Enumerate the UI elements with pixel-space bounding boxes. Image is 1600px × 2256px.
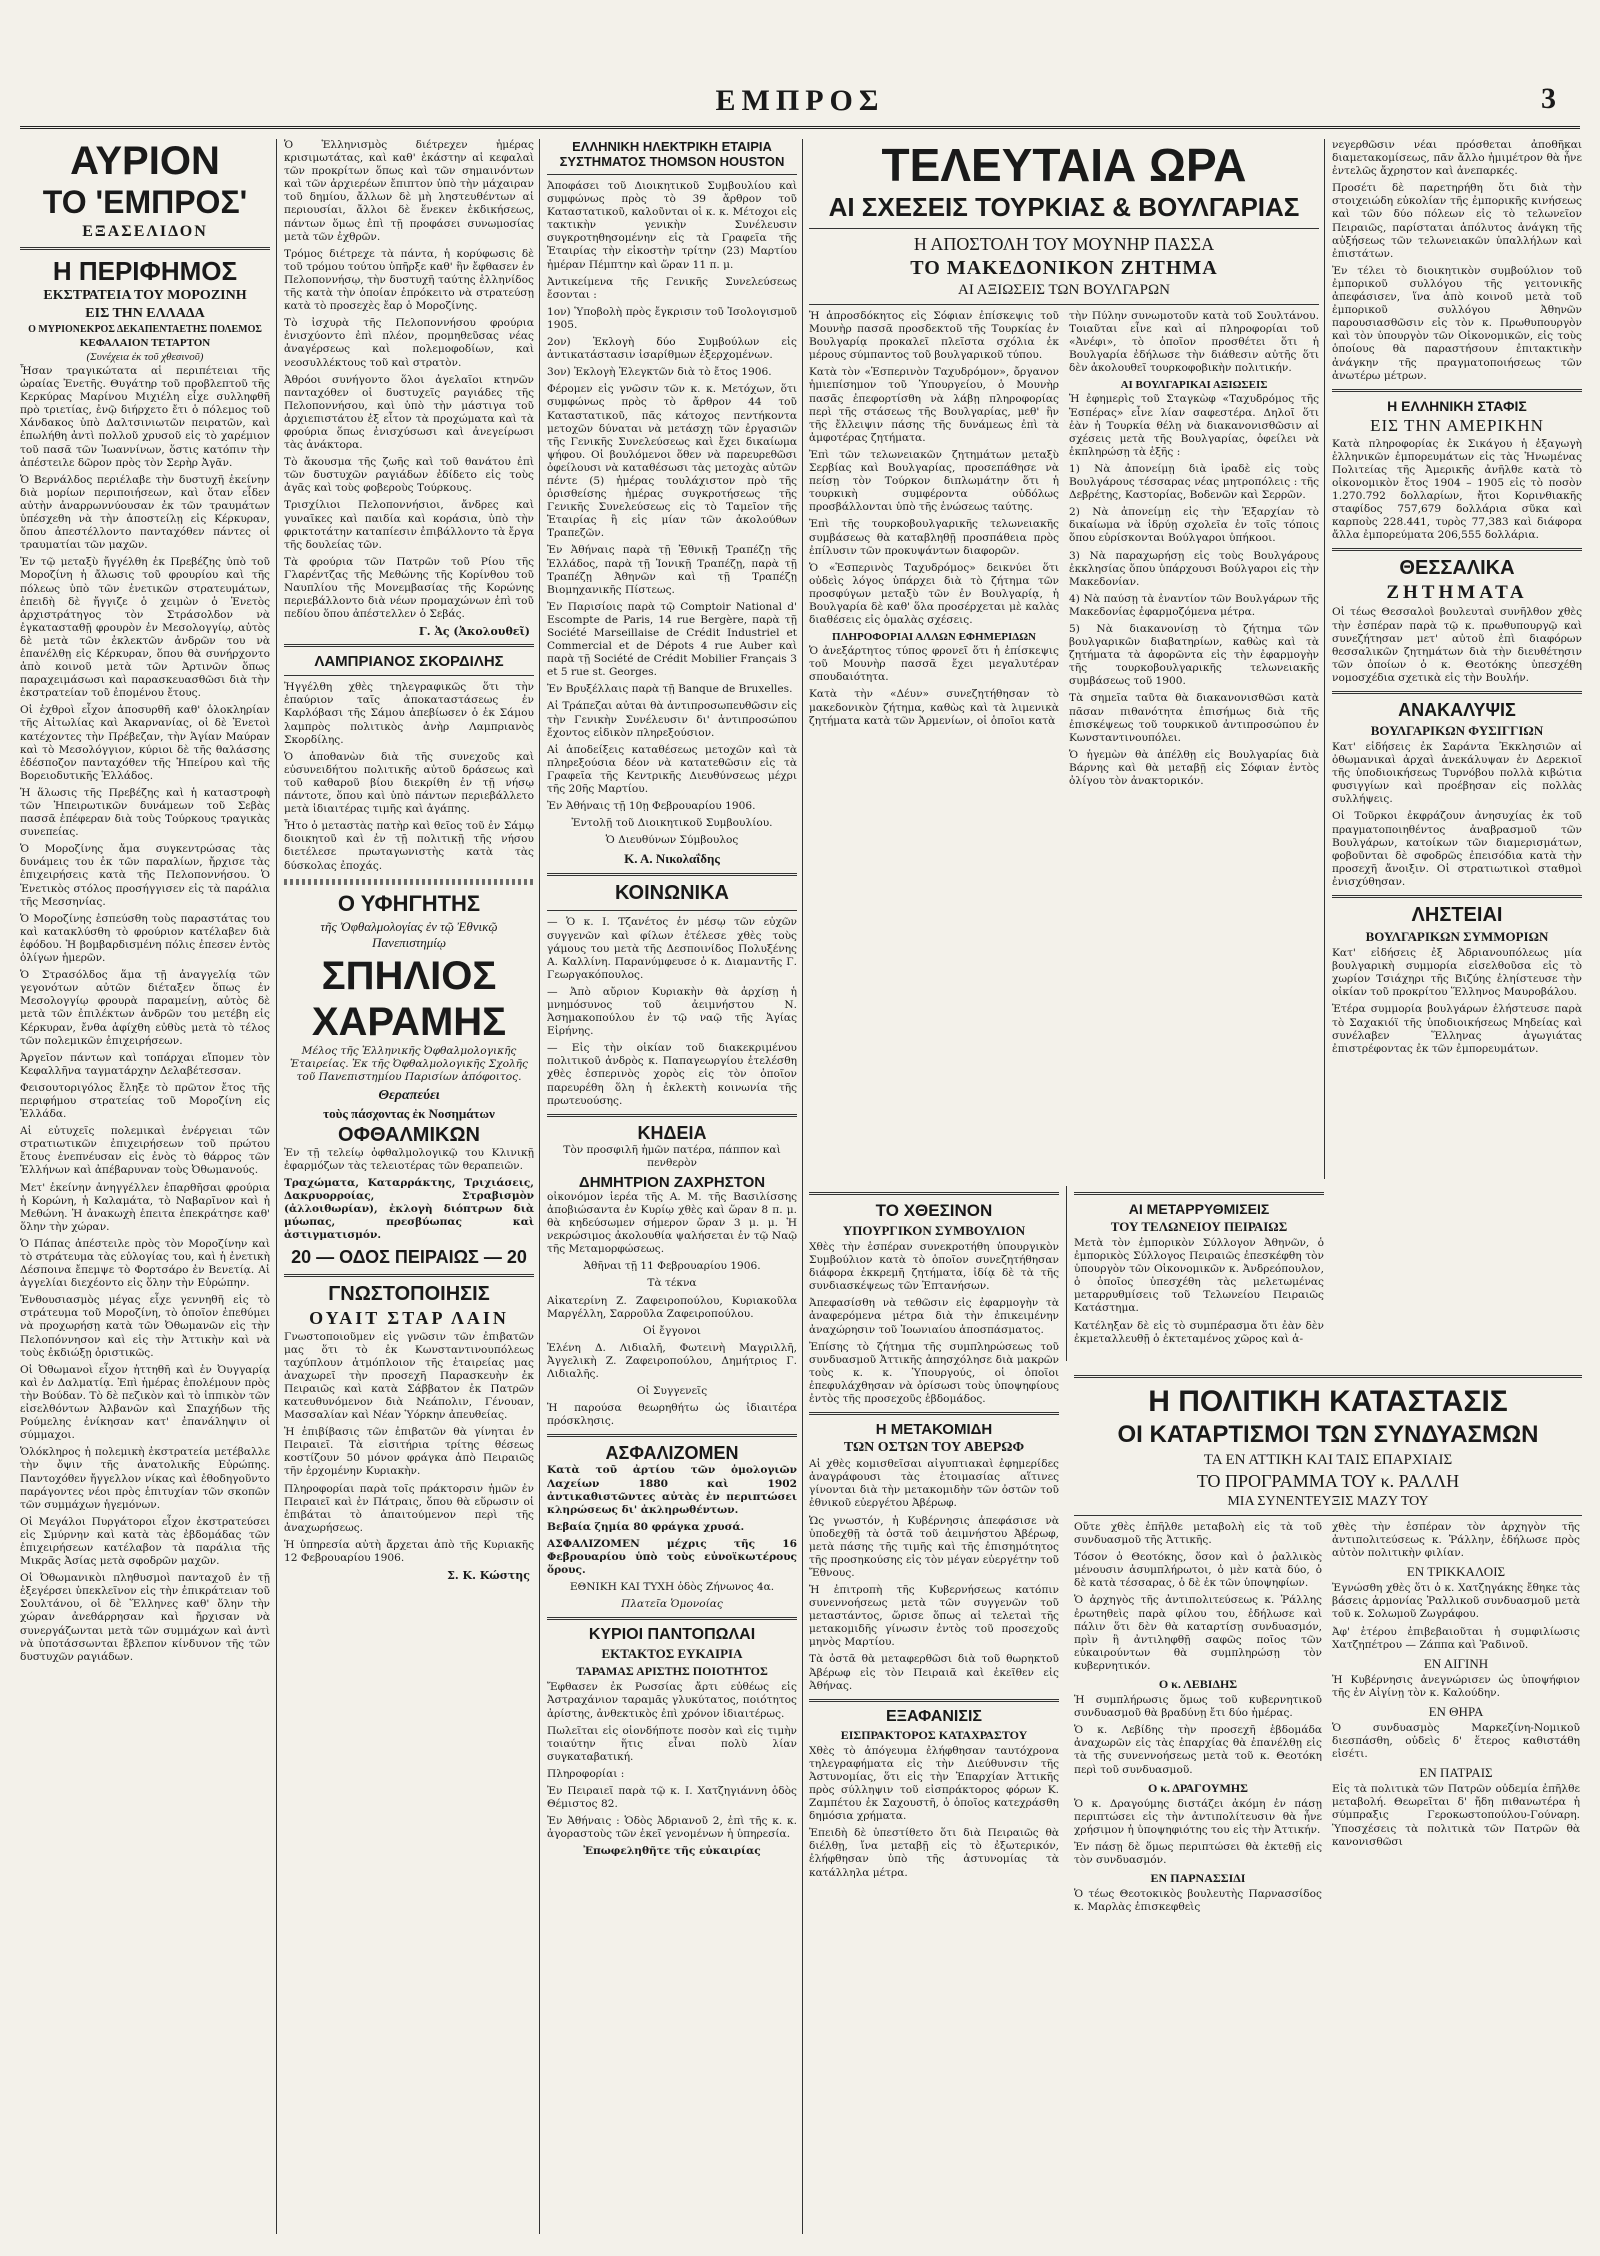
robbery-heading: ΛΗΣΤΕΙΑΙ xyxy=(1411,904,1503,927)
disappearance-heading: ΕΞΑΦΑΝΙΣΙΣ xyxy=(886,1707,982,1725)
paragraph: Εἰς τὰ πολιτικὰ τῶν Πατρῶν οὐδεμία ἐπῆλθε μεταβολή. Θεωρεῖται δ' ἤδη πιθανωτέρα ἡ σύμπραξις Γεροκωστοπούλου-Γούναρη. Ὑποσχέσεις τὰ πολιτικὰ τῶν Πατρῶν θὰ κανονισθῶσι xyxy=(1332,1783,1580,1848)
subheading: ΑΙ ΒΟΥΛΓΑΡΙΚΑΙ ΑΞΙΩΣΕΙΣ xyxy=(1120,379,1268,392)
paragraph: Ὁ τέως Θεοτοκικὸς βουλευτὴς Παρνασσίδος κ. Μαρλὰς ἐπισκεφθεὶς xyxy=(1074,1888,1322,1914)
serial-subtitle-3: Ο ΜΥΡΙΟΝΕΚΡΟΣ ΔΕΚΑΠΕΝΤΑΕΤΗΣ ΠΟΛΕΜΟΣ xyxy=(28,324,262,335)
paragraph: Οἱ Ὀθωμανοὶ εἶχον ἡττηθῆ καὶ ἐν Ὀυγγαρίᾳ καὶ ἐν Δαλματίᾳ. Ἐπὶ ἡμέρας ἐπολέμουν πρὸς τὴν Βούδαν. Τὸ δὲ πεζικὸν καὶ τὸ ἱππικὸν τῶν εἰσελθόντων Ἀλβανῶν καὶ Σπαχήδων τῆς Ρούμελης ἐνίκησαν κατ' ἐπανάληψιν οἱ σύμμαχοι. xyxy=(20,1363,270,1442)
column-divider xyxy=(539,139,540,2234)
right-subcolumn xyxy=(1332,1521,1580,1918)
headline-mission: Η ΑΠΟΣΤΟΛΗ ΤΟΥ ΜΟΥΝΗΡ ΠΑΣΣΑ xyxy=(913,234,1215,254)
paragraph: Ὁ Μοροζίνης ἄμα συγκεντρώσας τὰς δυνάμεις του ἐκ τῶν παραλίων, ἤρχισε τὰς ἐπιχειρήσεις κατὰ τῆς Πελοποννήσου. Ὁ Ἑνετικὸς στόλος προσήγγισεν εἰς τὰ παράλια τῆς Μεσσηνίας. xyxy=(20,843,270,908)
two-column-body xyxy=(1074,1521,1582,1918)
paragraph: Τόσον ὁ Θεοτόκης, ὅσον καὶ ὁ ῥαλλικὸς μένουσιν ἀσυμπλήρωτοι, ὁ μὲν κατὰ δύο, ὁ δὲ κατὰ τέσσαρας, ὁ δὲ ἐκ τῶν ὑποψηφίων. xyxy=(1074,1551,1322,1590)
paragraph: Κατὰ τοῦ ἀρτίου τῶν ὁμολογιῶν Λαχείων 1880 καὶ 1902 ἀντικαθιστῶντες αὐτὰς ἐν περιπτώσει κληρώσεως δι' ἀκληρωθέντων. xyxy=(547,1464,797,1516)
paragraph: 3ον) Ἐκλογὴ Ἐλεγκτῶν διὰ τὸ ἔτος 1906. xyxy=(547,366,772,379)
paragraph: Αἱ ἀποδείξεις καταθέσεως μετοχῶν καὶ τὰ πληρεξούσια δέον νὰ κατατεθῶσιν εἰς τὰ Γραφεῖα τῆς Κεντρικῆς Διευθύνσεως μέχρι τῆς 20ῆς Μαρτίου. xyxy=(547,743,797,796)
divider xyxy=(1074,1515,1582,1516)
paragraph: Ἐγνώσθη χθὲς ὅτι ὁ κ. Χατζηγάκης ἔθηκε τὰς βάσεις ἁρμονίας Ῥαλλικοῦ συνδυασμοῦ μετὰ τοῦ κ. Σολωμοῦ Ζωγράφου. xyxy=(1332,1582,1580,1621)
paragraph: 2) Νὰ ἀπονείμῃ εἰς τὴν Ἐξαρχίαν τὸ δικαίωμα νὰ ἱδρύῃ σχολεῖα ἐν τοῖς τόποις ὅπου εὑρίσκονται Βούλγαροι ὑπήκοοι. xyxy=(1069,506,1319,545)
paragraph: Ὁ Ἑλληνισμὸς διέτρεχεν ἡμέρας κρισιμωτάτας, καὶ καθ' ἑκάστην αἱ κεφαλαὶ τῶν προκρίτων ὅπως καὶ τῶν σημαινόντων καὶ τῶν ἀρχιερέων ἔπιπτον ὑπὸ τὴν μάχαιραν τοῦ δημίου, ἄλλων δὲ μὴ ληστευθέντων αἱ περιουσίαι, ἄλλοι δὲ ἕνεκεν ἐκδικήσεως, πάντων ὅμως ἐπὶ τῇ προφάσει συνωμοσίας μετὰ τῶν ἐχθρῶν. xyxy=(284,139,534,243)
paragraph: Ἐν τέλει τὸ διοικητικὸν συμβούλιον τοῦ ἐμπορικοῦ συλλόγου τῆς γειτονικῆς ἀπεφάσισεν, ἵνα ἀπὸ κοινοῦ μετὰ τοῦ ἐμπορικοῦ συλλόγου Ἀθηνῶν παρουσιασθῶσιν εἰς τὸν κ. Πρωθυπουργὸν καὶ τὸν ὑπουργὸν τῶν Οἰκονομικῶν, εἰς τοὺς ὁποίους θὰ παραστήσουν ἐπιτακτικὴν ἀνάγκην τῆς πραγματοποιήσεως τῶν ἀνωτέρω μέτρων. xyxy=(1332,264,1582,382)
robbery-subheading: ΒΟΥΛΓΑΡΙΚΩΝ ΣΥΜΜΟΡΙΩΝ xyxy=(1365,929,1549,945)
ornament-rule xyxy=(284,879,534,885)
paragraph: Ὡς γνωστόν, ἡ Κυβέρνησις ἀπεφάσισε νὰ ὑποδεχθῇ τὰ ὀστᾶ τοῦ ἀειμνήστου Ἀβέρωφ, μετὰ πάσης τῆς τιμῆς καὶ τῆς ἐπισημότητος τῆς προσηκούσης εἰς τὸν μέγαν εὐεργέτην τοῦ Ἔθνους. xyxy=(809,1514,1059,1579)
subheading: Ο κ. ΔΡΑΓΟΥΜΗΣ xyxy=(1148,1780,1248,1795)
paragraph: Ἦτο ὁ μεταστὰς πατὴρ καὶ θεῖος τοῦ ἐν Σάμῳ διοικητοῦ καὶ ἐν τῇ πολιτικῇ τῆς νήσου διετέλεσε πρωταγωνιστὴς κατὰ τὰς δύσκολας ἐποχάς. xyxy=(284,820,534,872)
ad-treats: Θεραπεύει xyxy=(378,1087,440,1103)
paragraph: Ἠγγέλθη χθὲς τηλεγραφικῶς ὅτι τὴν ἐπαύριον ταῖς ἀποκαταστάσεως ἐν Καρλόβασι τῆς Σάμου ἀπεβίωσεν ὁ ἐκ Σάμου λαμπρὸς πολιτικὸς ἀνὴρ Λαμπριανὸς Σκορδίλης. xyxy=(284,681,534,746)
obituary-heading: ΛΑΜΠΡΙΑΝΟΣ ΣΚΟΡΔΙΛΗΣ xyxy=(314,653,504,671)
masthead-rule xyxy=(20,126,1580,129)
divider xyxy=(547,910,797,911)
column-2 xyxy=(284,139,534,2234)
discovery-subheading: ΒΟΥΛΓΑΡΙΚΩΝ ΦΥΣΙΓΓΙΩΝ xyxy=(1370,723,1544,738)
insurance-heading: ΑΣΦΑΛΙΖΟΜΕΝ xyxy=(605,1443,739,1464)
paragraph: Ὁ ἀποθανὼν διὰ τῆς συνεχοῦς καὶ εὐσυνειδήτου πολιτικῆς αὐτοῦ δράσεως καὶ τοῦ καθαροῦ βίου διεκρίθη ἐν τῇ νήσῳ πάντοτε, ὅπου καὶ ὑπὸ πάντων περιεβάλλετο μετὰ ἰδιαιτέρας τιμῆς καὶ ἀγάπης. xyxy=(284,750,534,816)
divider xyxy=(809,1192,1059,1195)
paragraph: Τὸν προσφιλῆ ἡμῶν πατέρα, πάππον καὶ πενθερὸν xyxy=(563,1143,781,1169)
currant-subheading: ΕΙΣ ΤΗΝ ΑΜΕΡΙΚΗΝ xyxy=(1370,415,1544,435)
left-subcolumn xyxy=(809,310,1059,792)
continued-note: (Συνέχεια ἐκ τοῦ χθεσινοῦ) xyxy=(86,351,204,363)
paragraph: Ἐπειδὴ δὲ ὑπεστίθετο ὅτι διὰ Πειραιῶς θὰ διέλθῃ, ἴνα μεταβῇ εἰς τὸ ἐξωτερικόν, ἐλήφθησαν ὑπὸ τῆς ἀστυνομίας τὰ κατάλληλα μέτρα. xyxy=(809,1827,1059,1879)
ad-doctor-subtitle: τῆς Ὀφθαλμολογίας ἐν τῷ Ἐθνικῷ Πανεπιστημίῳ xyxy=(320,918,498,950)
ad-doctor-title: Ο ΥΦΗΓΗΤΗΣ xyxy=(337,890,481,916)
political-regions: ΤΑ ΕΝ ΑΤΤΙΚΗ ΚΑΙ ΤΑΙΣ ΕΠΑΡΧΙΑΙΣ xyxy=(1203,1452,1453,1468)
customs-subheading: ΤΟΥ ΤΕΛΩΝΕΙΟΥ ΠΕΙΡΑΙΩΣ xyxy=(1110,1219,1288,1234)
paragraph: Φεισουτοριγόλος ἔληξε τὸ πρῶτον ἔτος τῆς περιφήμου στρατείας τοῦ Μοροζίνη εἰς Ἑλλάδα. xyxy=(20,1081,270,1121)
paragraph: Ἐν πάσῃ δὲ ὅμως περιπτώσει θὰ ἐκτεθῇ εἰς τὸν συνδυασμόν. xyxy=(1074,1840,1322,1866)
paragraph: Αἱ χθὲς κομισθεῖσαι αἰγυπτιακαὶ ἐφημερίδες ἀναγράφουσι τὰς ἑτοιμασίας αἵτινες γίνονται διὰ τὴν μετακομιδὴν τῶν ὀστῶν τοῦ ἐθνικοῦ εὐεργέτου Ἀβέρωφ. xyxy=(809,1458,1059,1510)
two-column-body xyxy=(809,310,1319,792)
newspaper-page xyxy=(14,14,1586,2242)
paragraph: νεγερθῶσιν νέαι πρόσθεται ἀποθῆκαι διαμετακομίσεως, πᾶν ἄλλο ἡμιμέτρον θὰ ἦνε ἐντελῶς ἄχρηστον καὶ ἀνεπαρκές. xyxy=(1332,139,1582,178)
paragraph: Ὁ Βερνάλδος περιέλαβε τὴν δυστυχῆ ἐκείνην διὰ μορίων περιποιήσεων, καὶ ὅταν εἶδεν αὐτὴν ἀναρρωννύουσαν ἐκ τῶν τραυμάτων ὑπέσχεθη νὰ τὴν ἀποστείλῃ εἰς Κέρκυραν, ὅπου ἀπεστέλλοντο πανταχόθεν πάντες οἱ τραυματίαι τῶν μαχῶν. xyxy=(20,473,270,552)
paragraph: Ἐπίσης τὸ ζήτημα τῆς συμπληρώσεως τοῦ συνδυασμοῦ Ἀττικῆς ἀπησχόλησε διὰ μακρῶν τοὺς κ. κ. Ὑπουργούς, οἱ ὁποῖοι ἐπεφυλάχθησαν νὰ ὁρίσωσι τοὺς ὑποψηφίους ἐντὸς τῆς προσεχοῦς ἑβδομάδος. xyxy=(809,1340,1059,1406)
paragraph: Ἐν Βρυξέλλαις παρὰ τῇ Banque de Bruxelles. xyxy=(547,683,793,696)
paragraph: Αἱ Τράπεζαι αὐται θὰ ἀντιπροσωπευθῶσιν εἰς τὴν Γενικὴν Συνέλευσιν δι' ἀντιπροσώπου ἔχοντος εἰδικὸν πληρεξούσιον. xyxy=(547,700,797,739)
paragraph: Πλατεῖα Ὁμονοίας xyxy=(621,1598,723,1611)
subheading: ΠΛΗΡΟΦΟΡΙΑΙ ΑΛΛΩΝ ΕΦΗΜΕΡΙΔΩΝ xyxy=(832,631,1036,644)
disappearance-subheading: ΕΙΣΠΡΑΚΤΟΡΟΣ ΚΑΤΑΧΡΑΣΤΟΥ xyxy=(840,1727,1028,1742)
paragraph: Οἱ τέως Θεσσαλοὶ βουλευταὶ συνῆλθον χθὲς τὴν ἑσπέραν παρὰ τῷ κ. πρωθυπουργῷ καὶ συνεζήτησαν μετ' αὐτοῦ ἐπὶ διαφόρων θεσσαλικῶν ζητημάτων διὰ τὴν διευθέτησιν τῶν ὁποίων ὁ κ. Θεοτόκης ὑπεσχέθη νομοσχέδια σχετικὰ εἰς τὴν Βουλήν. xyxy=(1332,606,1582,684)
averof-heading: Η ΜΕΤΑΚΟΜΙΔΗ xyxy=(875,1421,993,1439)
signature: Γ. Ἀς (Ἀκολουθεῖ) xyxy=(418,625,530,639)
paragraph: 3) Νὰ παραχωρήσῃ εἰς τοὺς Βουλγάρους ἐκκλησίας ὅπου ὑπάρχουσι Βούλγαροι εἰς τὴν Μακεδονίαν. xyxy=(1069,549,1319,588)
subheading: ΕΝ ΤΡΙΚΚΑΛΟΙΣ xyxy=(1406,1564,1506,1580)
paragraph: Ὁ ἀρχηγὸς τῆς ἀντιπολιτεύσεως κ. Ῥάλλης ἐρωτηθεὶς παρὰ φίλου του, ἐδήλωσε καὶ πάλιν ὅτι δὲν θὰ καταρτίσῃ συνδυασμόν, πρὶν ἢ ἀντιληφθῇ σαφῶς ποῖος τῶν εὐκαιρούντων θὰ συμπληρώσῃ τὸν κυβερνητικόν. xyxy=(1074,1594,1322,1672)
paragraph: Ὁ Στρασόλδος ἅμα τῇ ἀναγγελίᾳ τῶν γεγονότων αὐτῶν διέταξεν ὅπως ἐν Μεσολογγίῳ φρουρὰ παραμείνῃ, αὐτὸς δὲ μετὰ τῶν ἐπιλέκτων ἀνδρῶν του μετέβη εἰς Κέρκυραν, ἔνθα ἀφίχθη εὐθὺς μετὰ τὸ τέλος τῶν πολεμικῶν ἐπιχειρήσεων. xyxy=(20,969,270,1047)
paragraph: Μέλος τῆς Ἑλληνικῆς Ὀφθαλμολογικῆς Ἑταιρείας. Ἐκ τῆς Ὀφθαλμολογικῆς Σχολῆς τοῦ Πανεπιστημίου Παρισίων ἀπόφοιτος. xyxy=(290,1044,528,1083)
divider xyxy=(547,1114,797,1117)
paragraph: Ἡ ἀπροσδόκητος εἰς Σόφιαν ἐπίσκεψις τοῦ Μουνὴρ πασσᾶ προσδεκτοῦ τῆς Τουρκίας ἐν Βουλγαρίᾳ προκαλεῖ πλεῖστα σχόλια ἐκ μέρους σύμπαντος τοῦ βουλγαρικοῦ τύπου. xyxy=(809,310,1059,362)
paragraph: Γνωστοποιοῦμεν εἰς γνῶσιν τῶν ἐπιβατῶν μας ὅτι τὸ ἐκ Κωνσταντινουπόλεως ταχύπλουν ἀτμόπλοιον τῆς ἑταιρείας μας ἀναχωρεῖ τὴν προσεχῆ Παρασκευὴν ἐκ Πειραιῶς καὶ κατὰ Σάββατον ἐκ Πατρῶν κατευθυνόμενον διὰ Νεάπολιν, Γένουαν, Μασσαλίαν καὶ Νέαν Ὑόρκην ἀπευθείας. xyxy=(284,1330,534,1422)
chapter-heading: ΚΕΦΑΛΑΙΟΝ ΤΕΤΑΡΤΟΝ xyxy=(79,337,211,349)
headline-demands: ΑΙ ΑΞΙΩΣΕΙΣ ΤΩΝ ΒΟΥΛΓΑΡΩΝ xyxy=(958,282,1170,298)
ad-doctor-firstname: ΣΠΗΛΙΟΣ xyxy=(321,953,497,998)
ad-patients: τοὺς πάσχοντας ἐκ Νοσημάτων xyxy=(323,1105,495,1121)
paragraph: Ἐν Παρισίοις παρὰ τῷ Comptoir National d' Escompte de Paris, 14 rue Bergère, παρὰ τῇ Société Marseillaise de Crédit Industriel et Commercial et de Dépots 4 rue Auber καὶ παρὰ τῇ Société de Crédit Mobilier Français 3 et 5 rue st. Georges. xyxy=(547,600,797,679)
paragraph: Κατ' εἰδήσεις ἐκ Σαράντα Ἐκκλησιῶν αἱ ὀθωμανικαὶ ἀρχαὶ ἀνεκάλυψαν ἐν Δερεκιοῖ τῆς ὑποδιοικήσεως Τυρνόβου πολλὰ κιβώτια φυσιγγίων καὶ προέβησαν εἰς πολλὰς συλλήψεις. xyxy=(1332,741,1582,806)
paragraph: τὴν Πύλην συνωμοτοῦν κατὰ τοῦ Σουλτάνου. Τοιαῦται εἶνε καὶ αἱ πληροφορίαι τοῦ «Ἀνέφι», τὸ ὁποῖον προσθέτει ὅτι ἡ Βουλγαρία ἐδήλωσε τὴν διάθεσιν αὐτῆς ὅτι δὲν ἀκολουθεῖ τουρκοφοβικὴν πολιτικήν. xyxy=(1069,310,1319,375)
paragraph: Κατέληξαν δὲ εἰς τὸ συμπέρασμα ὅτι ἐὰν δὲν ἐκμεταλλευθῇ ὁ ἐκτεταμένος χῶρος καὶ ἀ- xyxy=(1074,1319,1324,1345)
grocers-subheading: ΕΚΤΑΚΤΟΣ ΕΥΚΑΙΡΙΑ xyxy=(601,1646,743,1662)
paragraph: Ἡ ἅλωσις τῆς Πρεβέζης καὶ ἡ καταστροφὴ τῶν Ἠπειρωτικῶν δυνάμεων τοῦ Σεβὰς πασσᾶ ἐπέφεραν διὰ τοὺς Τούρκους τραγικὰς συνεπείας. xyxy=(20,786,270,839)
divider xyxy=(1332,389,1582,392)
divider xyxy=(809,228,1319,229)
paragraph: Οἱ Τοῦρκοι ἐκφράζουν ἀνησυχίας ἐκ τοῦ πραγματοποιηθέντος ἀναβρασμοῦ τῶν Βουλγάρων, κατοίκων τῶν διαμερισμάτων, φοβοῦνται δὲ σφοδρῶς ἐπεισόδια κατὰ τὴν προσεχῆ ἄνοιξιν. Οἱ στρατιωτικοὶ σταθμοὶ ἐνισχύθησαν. xyxy=(1332,810,1582,888)
divider xyxy=(284,675,534,676)
paragraph: Ἐν Πειραιεῖ παρὰ τῷ κ. Ι. Χατζηγιάννη ὁδὸς Θέμιστος 82. xyxy=(547,1785,797,1811)
political-program: ΤΟ ΠΡΟΓΡΑΜΜΑ ΤΟΥ κ. ΡΑΛΛΗ xyxy=(1196,1471,1460,1491)
notice-heading: ΓΝΩΣΤΟΠΟΙΗΣΙΣ xyxy=(328,1282,490,1305)
grocers-product: ΤΑΡΑΜΑΣ ΑΡΙΣΤΗΣ ΠΟΙΟΤΗΤΟΣ xyxy=(576,1664,768,1679)
paragraph: Ἐνθουσιασμὸς μέγας εἶχε γεννηθῆ εἰς τὸ στράτευμα τοῦ Μοροζίνη, τὸ ὁποῖον ἐπεθύμει νὰ προχωρήσῃ κατὰ τῶν Ὀθωμανῶν εἰς τὴν Πελοπόννησον καὶ εἰς τὴν Ἀττικὴν καὶ νὰ τοὺς ἐκδιώξῃ ὁριστικῶς. xyxy=(20,1294,270,1359)
paragraph: Φέρομεν εἰς γνῶσιν τῶν κ. κ. Μετόχων, ὅτι συμφώνως πρὸς τὸ ἄρθρον 44 τοῦ Καταστατικοῦ, πᾶς κάτοχος πεντήκοντα μετοχῶν δύναται νὰ μετάσχῃ τῶν ἐργασιῶν τῆς Γενικῆς Συνελεύσεως καὶ ἔχει δικαίωμα ψήφου. Οἱ βουλόμενοι ὅθεν νὰ παρευρεθῶσι ὀφείλουσι νὰ καταθέσωσι τὰς μετοχὰς αὐτῶν πέντε (5) ἡμέρας τουλάχιστον πρὸ τῆς ὁρισθείσης ἡμέρας συγκροτήσεως τῆς Γενικῆς Συνελεύσεως εἰς τὸ Ταμεῖον τῆς Ἑταιρίας ἢ εἰς μίαν τῶν ἀκολούθων Τραπεζῶν. xyxy=(547,383,797,540)
paragraph: Τὰ ὀστᾶ θὰ μεταφερθῶσι διὰ τοῦ θωρηκτοῦ Ἀβέρωφ εἰς τὸν Πειραιᾶ καὶ ἐκεῖθεν εἰς Ἀθήνας. xyxy=(809,1653,1059,1692)
column-divider xyxy=(1324,139,1325,1179)
paragraph: Ὁ συνδυασμὸς Μαρκεζίνη-Νομικοῦ διεσπάσθη, οὐδεὶς δ' ἕτερος καθιστάθη εἰσέτι. xyxy=(1332,1721,1580,1761)
funeral-name: ΔΗΜΗΤΡΙΟΝ ΖΑΧΡΗΣΤΟΝ xyxy=(578,1173,766,1191)
column-1 xyxy=(20,139,270,2234)
paragraph: 5) Νὰ διακανονίσῃ τὸ ζήτημα τῶν βουλγαρικῶν διαβατηρίων, καθὼς καὶ τὰ ζητήματα τὰ ἀφορῶντα εἰς τὴν ἐφαρμογὴν τῆς τουρκοβουλγαρικῆς τελωνειακῆς συμβάσεως τοῦ 1900. xyxy=(1069,622,1319,688)
paragraph: Ἐν Ἀθήναις παρὰ τῇ Ἐθνικῇ Τραπέζῃ τῆς Ἑλλάδος, παρὰ τῇ Ἰονικῇ Τραπέζῃ, παρὰ τῇ Τραπέζῃ Ἀθηνῶν καὶ τῇ Τραπέζῃ Βιομηχανικῆς Πίστεως. xyxy=(547,544,797,596)
paragraph: Ἀργεῖον πάντων καὶ τοπάρχαι εἴπομεν τὸν Κεφαλλῆνα ταγματάρχην Δελαβέτεσσαν. xyxy=(20,1051,270,1077)
paragraph: — Εἰς τὴν οἰκίαν τοῦ διακεκριμένου πολιτικοῦ ἀνδρὸς κ. Παπαγεωργίου ἐτελέσθη χθὲς ἑσπερινὸς χορὸς εἰς τὸν ὁποῖον παρευρέθη ὅλη ἡ ἐκλεκτὴ κοινωνία τῆς πρωτευούσης. xyxy=(547,1042,797,1107)
divider xyxy=(809,1412,1059,1415)
thessaly-subheading: ΖΗΤΗΜΑΤΑ xyxy=(1386,582,1528,604)
newspaper-title: ΕΜΠΡΟΣ xyxy=(715,84,885,117)
paragraph: Ὁ κ. Λεβίδης τὴν προσεχῆ ἑβδομάδα ἀναχωρῶν εἰς τὰς ἐπαρχίας θὰ ἐπανέλθῃ εἰς τὰ τῆς συνεννοήσεως μετὰ τοῦ κ. Θεοτόκη περὶ τοῦ συνδυασμοῦ. xyxy=(1074,1724,1322,1776)
divider xyxy=(547,174,797,175)
paragraph: Ὁ «Ἑσπερινὸς Ταχυδρόμος» δεικνύει ὅτι οὐδεὶς λόγος ὑπάρχει διὰ τὸ ζήτημα τῶν προσφύγων μεταξὺ τῶν ἐν Βουλγαρίᾳ, ἡ Βουλγαρία δὲ καθ' ὅλα προσέρχεται μὲ καλὰς διαθέσεις εἰς ὁμαλὰς σχέσεις. xyxy=(809,561,1059,627)
paragraph: Πωλεῖται εἰς οἰονδήποτε ποσὸν καὶ εἰς τιμὴν τοιαύτην ἥτις εἶναι πολὺ λίαν συγκαταβατική. xyxy=(547,1724,797,1763)
paragraph: Τὰ σημεῖα ταῦτα θὰ διακανονισθῶσι κατὰ πᾶσαν πιθανότητα ἐπισήμως διὰ τῆς ἐπισκέψεως τοῦ τουρκικοῦ ἀντιπροσώπου ἐν Κωνσταντινουπόλει. xyxy=(1069,692,1319,744)
paragraph: Ὁ Διευθύνων Σύμβουλος xyxy=(605,834,739,847)
paragraph: Βεβαία ζημία 80 φράγκα χρυσά. xyxy=(547,1520,745,1533)
paragraph: Ἡ παρούσα θεωρηθήτω ὡς ἰδιαιτέρα πρόσκλησις. xyxy=(547,1402,797,1428)
paragraph: Χθὲς τὸ ἀπόγευμα ἐλήφθησαν ταυτόχρονα τηλεγραφήματα εἰς τὴν Διεύθυνσιν τῆς Ἀστυνομίας, ὅτι εἰς τὴν Ἐπαρχίαν Ἀττικῆς πρὸς σύλληψιν τοῦ εἰσπράκτορος φόρων Κ. Ζαμπέτου ἐκ Σαχουστῆ, ὁ ὁποῖος κατεχράσθη δημόσια χρήματα. xyxy=(809,1744,1059,1823)
subheading: ΕΝ ΠΑΡΝΑΣΣΙΔΙ xyxy=(1150,1871,1246,1886)
divider xyxy=(809,1699,1059,1702)
divider xyxy=(284,644,534,647)
column-divider xyxy=(276,139,277,2234)
paragraph: Ἑτέρα συμμορία βουλγάρων ἐλήστευσε παρὰ τὸ Σαχακιόϊ τῆς ὑποδιοικήσεως Μηδείας καὶ συνέλαβεν Ἕλληνας ἀγωγιάτας ἐπιστρέφοντας ἐκ τῶν ἐμπορευμάτων. xyxy=(1332,1003,1582,1055)
paragraph: Ἡ ἐπιβίβασις τῶν ἐπιβατῶν θὰ γίνηται ἐν Πειραιεῖ. Τὰ εἰσιτήρια τρίτης θέσεως κοστίζουν 50 μόνον φράγκα ἀπὸ Πειραιῶς τῆν ἐρχομένην Κυριακὴν. xyxy=(284,1426,534,1478)
paragraph: Ἀφ' ἑτέρου ἐπιβεβαιοῦται ἡ συμφιλίωσις Χατζηπέτρου — Ζάππα καὶ Ῥαδινοῦ. xyxy=(1332,1625,1580,1651)
signature: Σ. Κ. Κώστης xyxy=(447,1569,530,1583)
paragraph: Τρόμος διέτρεχε τὰ πάντα, ἡ κορύφωσις δὲ τοῦ τρόμου τούτου ὑπῆρξε καθ' ἣν ἔφθασεν ἐν Πελοποννήσῳ, τὴν δυστυχῆ ταύτης ἑλληνίδος τῆς κατὰ τὴν ὁποίαν ἐπρόκειτο νὰ στρατεύσῃ κατὰ τὸ προσεχὲς ἔαρ ὁ Μοροζίνης. xyxy=(284,247,534,313)
notice-line-name: ΟΥΑΙΤ ΣΤΑΡ ΛΑΙΝ xyxy=(309,1307,509,1328)
latest-news-block xyxy=(809,139,1319,1179)
paragraph: Ἑλένη Δ. Λιδιαλῆ, Φωτεινὴ Μαγριλλῆ, Ἀγγελικὴ Ζ. Ζαφειροπούλου, Δημήτριος Γ. Λιδιαλῆς. xyxy=(547,1341,797,1381)
paragraph: Τραχώματα, Καταρράκτης, Τριχιάσεις, Δακρυορροίας, Στραβισμὸν (ἀλλοιθωρίαν), ἐκλογὴ διόπτρων διὰ μύωπας, πρεσβύωπας καὶ ἀστιγματισμόν. xyxy=(284,1177,534,1242)
paragraph: χθὲς τὴν ἑσπέραν τὸν ἀρχηγὸν τῆς ἀντιπολιτεύσεως κ. Ῥάλλην, ἐδήλωσε πρὸς αὐτὸν πολιτικὴν φιλίαν. xyxy=(1332,1521,1580,1560)
political-interview: ΜΙΑ ΣΥΝΕΝΤΕΥΞΙΣ ΜΑΖΥ ΤΟΥ xyxy=(1227,1494,1429,1509)
divider xyxy=(1074,1192,1324,1195)
paragraph: Ὁλόκληρος ἡ πολεμικὴ ἐκστρατεία μετέβαλλε τὴν ὄψιν τῆς ἀνατολικῆς Εὐρώπης. Παντοχόθεν ἤγγελλον νίκας καὶ ἐθοδηγοῦντο παράγοντες νέοι πρὸς ἐπιτυχίαν τῶν σκοπῶν τῶν συμμάχων ἡγεμόνων. xyxy=(20,1446,270,1511)
political-situation-block xyxy=(1074,1369,1582,2234)
serial-subtitle-2: ΕΙΣ ΤΗΝ ΕΛΛΑΔΑ xyxy=(85,306,205,321)
paragraph: Μετ' ἐκείνην ἀνηγγέλλεν ἐπαρθῆσαι φρούρια ἡ Κορώνη, ἡ Καλαμάτα, τὸ Ναβαρῖνον καὶ ἡ Μεθώνη. Ἡ ἀνακωχὴ ἐπειτα ἐπεκράτησε καθ' ὅλην τὴν χώραν. xyxy=(20,1181,270,1233)
left-subcolumn xyxy=(1074,1521,1322,1918)
paragraph: 2ον) Ἐκλογὴ δύο Συμβούλων εἰς ἀντικατάστασιν ἰσαρίθμων ἐξερχομένων. xyxy=(547,336,797,362)
paragraph: Οἱ ἐχθροὶ εἶχον ἀποσυρθῆ καθ' ὁλοκληρίαν τῆς Αἰτωλίας καὶ Ἀκαρνανίας, οἱ δὲ Ἐνετοὶ κατέχοντες τὴν Πρέβεζαν, τὴν Ἁγίαν Μαύραν καὶ τὸ Μεσολόγγιον, κύριοι δὲ τῆς θαλάσσης ἐδέσποζον πανταχόθεν τῆς Ἠπείρου καὶ τῆς Βορειοδυτικῆς Ἑλλάδος. xyxy=(20,704,270,782)
subheading: ΕΝ ΑΙΓΙΝΗ xyxy=(1423,1655,1489,1671)
column-divider xyxy=(1066,1186,1067,1361)
divider xyxy=(20,247,270,250)
paragraph: Τὰ φρούρια τῶν Πατρῶν τοῦ Ρίου τῆς Γλαρέντζας τῆς Μεθώνης τῆς Κορίνθου τοῦ Ναυπλίου τῆς Μονεμβασίας τῆς Κορώνης περιεβάλλοντο διὰ νέων προμαχώνων ἐπὶ τοῦ πεδίου ὅπου ἀπέστελλεν ὁ Σεβάς. xyxy=(284,555,534,621)
customs-reform-block xyxy=(1074,1186,1324,1366)
paragraph: — Ἀπὸ αὔριον Κυριακὴν θὰ ἀρχίσῃ ἡ μνημόσυνος τοῦ ἀειμνήστου Ν. Ἀσημακοπούλου ἐν τῷ ναῷ τῆς Ἁγίας Εἰρήνης. xyxy=(547,985,797,1038)
paragraph: Ἐν τῇ τελείῳ ὀφθαλμολογικῷ του Κλινικῇ ἐφαρμόζων τὰς τελειοτέρας τῶν θεραπειῶν. xyxy=(284,1146,534,1172)
serial-subtitle: ΕΚΣΤΡΑΤΕΙΑ ΤΟΥ ΜΟΡΟΖΙΝΗ xyxy=(43,288,247,303)
funeral-heading: ΚΗΔΕΙΑ xyxy=(637,1122,707,1143)
paragraph: Ὁ ἀνεξάρτητος τύπος φρονεῖ ὅτι ἡ ἐπίσκεψις τοῦ Μουνὴρ πασσᾶ ἔχει μεγαλυτέραν σπουδαιότητα. xyxy=(809,645,1059,684)
paragraph: ΑΣΦΑΛΙΖΟΜΕΝ μέχρις τῆς 16 Φεβρουαρίου ὑπὸ τοὺς εὐνοϊκωτέρους ὅρους. xyxy=(547,1537,797,1577)
paragraph: Ὁ Μοροζίνης ἐσπεύσθη τοὺς παραστάτας του καὶ κατακλύσθη τὸ φρούριον κατέλαβεν διὰ ἐφόδου. Ἡ βομβαρδισμένη πόλις ἐπεσεν ἐντὸς ὀλίγων ἡμερῶν. xyxy=(20,912,270,965)
paragraph: — Ὁ κ. Ι. Τζανέτος ἐν μέσῳ τῶν εὐχῶν συγγενῶν καὶ φίλων ἐτέλεσε χθὲς τοὺς γάμους του μετὰ τῆς Δεσποινίδος Πολυξένης Α. Καλλίνη. Παρανύμφευσε ὁ κ. Διαμαντῆς Γ. Γεωργακόπουλος. xyxy=(547,916,797,981)
serial-title: Η ΠΕΡΙΦΗΜΟΣ xyxy=(52,256,238,286)
divider xyxy=(547,873,797,876)
company-subheading: ΣΥΣΤΗΜΑΤΟΣ THOMSON HOUSTON xyxy=(559,154,785,169)
paragraph: Οἱ Ὀθωμανικὸι πληθυσμοὶ πανταχοῦ ἐν τῇ ἐξεγέρσει ὑπεκλεῖνον εἰς τὴν ἐπικράτειαν τοῦ Σουλτάνου, οἱ δὲ Ἕλληνες καθ' ὅλην τὴν χώραν ἀνεθάρρησαν καὶ ἤρχισαν νὰ συνεργάζωνται μετὰ τῶν συμμάχων καὶ ἀντὶ νὰ ὑποτάσσωνται ἔβλεπον κίνδυνον τῆς τῶν δυστυχῶν ραγιάδων. xyxy=(20,1572,270,1663)
paragraph: ΕΘΝΙΚΗ ΚΑΙ ΤΥΧΗ ὁδὸς Ζήνωνος 4α. xyxy=(569,1581,775,1594)
divider xyxy=(547,1617,797,1620)
paragraph: Αἱ εὐτυχεῖς πολεμικαὶ ἐνέργειαι τῶν στρατιωτικῶν ἐπιχειρήσεων τοῦ πρώτου ἔτους ἐνεπνέυσαν εἰς ἐνὸς τὸ θάρρος τῶν Ἑλλήνων καὶ ἀπέβαρυναν τοὺς Ὀθωμανούς. xyxy=(20,1125,270,1177)
column-3 xyxy=(547,139,797,2234)
headline-macedonian: ΤΟ ΜΑΚΕΔΟΝΙΚΟΝ ΖΗΤΗΜΑ xyxy=(910,257,1218,279)
subheading: ΕΝ ΘΗΡΑ xyxy=(1428,1703,1484,1719)
paragraph: Τὰ τέκνα xyxy=(647,1277,697,1290)
lower-column-4a xyxy=(809,1186,1059,2234)
paragraph: Ἐπὶ τῆς τουρκοβουλγαρικῆς τελωνειακῆς συμβάσεως θὰ καταβληθῇ προσπάθεια πρὸς ἐπίλυσιν τῶν προκυψάντων διαφορῶν. xyxy=(809,518,1059,557)
divider xyxy=(1332,548,1582,551)
ad-address: 20 — ΟΔΟΣ ΠΕΙΡΑΙΩΣ — 20 xyxy=(291,1246,527,1267)
divider xyxy=(1332,895,1582,898)
paragraph: Ἀντικείμενα τῆς Γενικῆς Συνελεύσεως ἔσονται : xyxy=(547,275,797,301)
subheading: Ο κ. ΛΕΒΙΔΗΣ xyxy=(1158,1677,1238,1692)
headline-tomorrow: ΑΥΡΙΟΝ xyxy=(70,139,220,183)
right-subcolumn xyxy=(1069,310,1319,792)
paragraph: Ὁ ἡγεμὼν θὰ ἀπέλθῃ εἰς Βουλγαρίας διὰ Βάρνης καὶ θὰ μεταβῇ εἰς Σόφιαν ἐντὸς ὀλίγου τὸν ἀνακτορικόν. xyxy=(1069,748,1319,787)
paragraph: Πληροφορίαι παρὰ τοῖς πράκτορσιν ἡμῶν ἐν Πειραιεῖ καὶ ἐν Πάτραις, ὅπου θὰ εὕρωσιν οἱ ἐπιβάται τὸ ἀπαιτούμενον περὶ τῆς ἀναχωρήσεως. xyxy=(284,1482,534,1534)
divider xyxy=(1074,1375,1582,1378)
paragraph: Ἐπὶ τῶν τελωνειακῶν ζητημάτων μεταξὺ Σερβίας καὶ Βουλγαρίας, προσεπάθησε νὰ πείσῃ τὸν Τούρκον διπλωμάτην ὅτι ἡ τουρκικὴ συμφέροντα οὐδόλως προσβάλλονται ὑπὸ τῆς ἑνώσεως ταύτης. xyxy=(809,448,1059,514)
paragraph: Ἀπεφασίσθη νὰ τεθῶσιν εἰς ἐφαρμογὴν τὰ ἀναφερόμενα μέτρα διὰ τὴν ἐπικειμένην ἀναχώρησιν τοῦ Ἰοωνιαίου ἀποσπάσματος. xyxy=(809,1297,1059,1336)
divider xyxy=(284,1274,534,1277)
paragraph: 4) Νὰ παύσῃ τὰ ἐναντίον τῶν Βουλγάρων τῆς Μακεδονίας ἐφαρμοζόμενα μέτρα. xyxy=(1069,592,1319,618)
paragraph: Ὁ κ. Δραγούμης διστάζει ἀκόμη ἐν πάσῃ περιπτώσει εἰς τὴν ἀντιπολίτευσιν θὰ ἦνε χρήσιμον ἡ ὑποψηφιότης του εἰς τὴν Ἀττικήν. xyxy=(1074,1797,1322,1836)
column-5 xyxy=(1332,139,1582,1179)
customs-heading: ΑΙ ΜΕΤΑΡΡΥΘΜΙΣΕΙΣ xyxy=(1128,1201,1270,1217)
political-subheadline: ΟΙ ΚΑΤΑΡΤΙΣΜΟΙ ΤΩΝ ΣΥΝΔΥΑΣΜΩΝ xyxy=(1117,1421,1539,1448)
paragraph: Οἱ Συγγενεῖς xyxy=(636,1385,708,1398)
headline-relations: ΑΙ ΣΧΕΣΕΙΣ ΤΟΥΡΚΙΑΣ & ΒΟΥΛΓΑΡΙΑΣ xyxy=(828,192,1300,222)
paragraph: Μετὰ τὸν ἐμπορικὸν Σύλλογον Ἀθηνῶν, ὁ ἐμπορικὸς Σύλλογος Πειραιῶς ἐπεσκέφθη τὸν ὑπουργὸν τῶν Οἰκονομικῶν κ. Ἀνδρεόπουλον, ὁ ὁποῖος ὑπεσχέθη τὰς μελετωμένας μεταρρυθμίσεις τοῦ Τελωνείου Πειραιῶς Κατάστημα. xyxy=(1074,1237,1324,1315)
paragraph: Πληροφορίαι : xyxy=(547,1767,625,1780)
paragraph: Χθὲς τὴν ἑσπέραν συνεκροτήθη ὑπουργικὸν Συμβούλιον κατὰ τὸ ὁποῖον συνεζητήθησαν διάφορα ἐκκρεμῆ ζητήματα, ἰδίᾳ δὲ τὰ τῆς συνδιασκέψεως τῶν Ἑπτανήσων. xyxy=(809,1241,1059,1293)
paragraph: Ἀποφάσει τοῦ Διοικητικοῦ Συμβουλίου καὶ συμφώνως πρὸς τὸ 39 ἄρθρον τοῦ Καταστατικοῦ, καλοῦνται οἱ κ. κ. Μέτοχοι εἰς τακτικὴν γενικὴν Συνέλευσιν συγκροτηθησομένην εἰς τὰ Γραφεῖα τῆς Ἑταιρίας τὴν εἰκοστὴν τρίτην (23) Μαρτίου ἡμέραν Πέμπτην καὶ ὥραν 11 π. μ. xyxy=(547,180,797,271)
paragraph: Ἐν Ἀθήναις : Ὁδὸς Ἀδριανοῦ 2, ἐπὶ τῆς κ. κ. ἀγοραστοὺς τῶν ἐκεῖ γενομένων ἡ ὑπηρεσία. xyxy=(547,1815,797,1841)
masthead xyxy=(14,14,1586,124)
paragraph: Τὸ ἰσχυρὰ τῆς Πελοποννήσου φρούρια ἐνισχύοντο ἐπὶ πλέον, προμηθεῦσας νέας ἀναγέρσεως καὶ πολεμοφοδίων, καὶ νεοσυλλέκτους τοῦ καὶ στρατὸν. xyxy=(284,317,534,369)
paragraph: Κατὰ τὸν «Ἑσπερινὸν Ταχυδρόμον», ὄργανον ἡμιεπίσημον τοῦ Ὑπουργείου, ὁ Μουνὴρ πασᾶς ἐπεφορτίσθη νὰ λάβῃ πληροφορίας περὶ τῆς στάσεως τῆς Βουλγαρίας, μεθ' ἣν τῆς ἔλλειψιν πάσης τῆς δυνάμεως ἐπὶ τὰ ἀμφοτέρας ζητήματα. xyxy=(809,366,1059,444)
paragraph: Ἔφθασεν ἐκ Ρωσσίας ἄρτι εὐθέως εἰς Ἀστραχάνιον ταραμᾶς γλυκύτατος, ποιότητος ἀρίστης, ἀνθεκτικὸς ἐπὶ χρόνον ἰδιαιτέρως. xyxy=(547,1681,797,1720)
grocers-heading: ΚΥΡΙΟΙ ΠΑΝΤΟΠΩΛΑΙ xyxy=(588,1626,756,1644)
paragraph: Ἡ ἐφημερὶς τοῦ Σταγκὼφ «Ταχυδρόμος τῆς Ἑσπέρας» εἶνε λίαν σαφεστέρα. Δηλοῖ ὅτι ἐὰν ἡ Τουρκία θέλῃ νὰ διακανονισθῶσιν αἱ σχέσεις μετὰ τῆς Βουλγαρίας, ὀφείλει νὰ ἐκπληρώσῃ τὰ ἑξῆς : xyxy=(1069,393,1319,458)
paragraph: Ἦσαν τραγικώτατα αἱ περιπέτειαι τῆς ὡραίας Ἐνετῆς. Θυγάτηρ τοῦ προβλεπτοῦ τῆς Κερκύρας Μαρίνου Μιχιέλη εἶχε συλληφθῆ πρὸ τριετίας, ἐνῷ διήρχετο ἔτι ὁ πόλεμος τοῦ Χάνδακος ὑπὸ Δαλτσινιωτῶν πειρατῶν, καὶ ἐπωλήθη ἀντὶ πολλοῦ χρυσοῦ εἰς τὸ χαρέμιον τοῦ πασᾶ τῶν Ἰωαννίνων, ὅστις κατόπιν τὴν ἀπέστειλε δῶρον πρὸς τὸν Σερὴρ Ἀγᾶν. xyxy=(20,365,270,469)
paragraph: Ἐντολῇ τοῦ Διοικητικοῦ Συμβουλίου. xyxy=(571,817,773,830)
council-heading: ΤΟ ΧΘΕΣΙΝΟΝ xyxy=(875,1201,993,1220)
paragraph: Ἡ Κυβέρνησις ἀνεγνώρισεν ὡς ὑποψήφιον τῆς ἐν Αἰγίνῃ τὸν κ. Καλούδην. xyxy=(1332,1673,1580,1699)
paragraph: Ἡ συμπλήρωσις ὅμως τοῦ κυβερνητικοῦ συνδυασμοῦ θὰ βραδύνῃ ἔτι δύο ἡμέρας. xyxy=(1074,1694,1322,1720)
paragraph: Ἐν τῷ μεταξὺ ἤγγέλθη ἐκ Πρεβέζης ὑπὸ τοῦ Μοροζίνη ἡ ἄλωσις τοῦ φρουρίου καὶ τῆς πόλεως ὑπὸ τῶν ἐνετικῶν στρατευμάτων, ἐπειδὴ δὲ ἤγγιζε ὁ χειμὼν ὁ Ἐνετὸς ἀρχιστράτηγος τὸν Στράσολδον νὰ ἐγκατασταθῇ φρουρὸν ἐν Μεσολογγίῳ, αὐτὸς δὲ μετὰ τῶν ἐκλεκτῶν ἀνδρῶν του νὰ ἐπανέλθῃ εἰς Κέρκυραν, ὅπου θὰ συνήρχοντο ἀπὸ κοινοῦ μετὰ τῶν Ἀρτινῶν ὅπως παραχειμάσωσι καὶ παρασκευασθῶσι διὰ τὴν ἐκστρατείαν τοῦ ἐπομένου ἔτους. xyxy=(20,556,270,700)
paragraph: Ἐν Ἀθήναις τῇ 10ῃ Φεβρουαρίου 1906. xyxy=(547,800,756,813)
headline-six-pages: ΕΞΑΣΕΛΙΔΟΝ xyxy=(82,223,208,240)
paragraph: Κατ' εἰδήσεις ἐξ Ἀδριανουπόλεως μία βουλγαρικὴ συμμορία εἰσελθοῦσα εἰς τὸ χωρίον Τσιάχηρι τῆς Βιζύης ἐληίστευσε τὴν οἰκίαν τοῦ προκρίτου Ἕλληνος Μαυροβάλου. xyxy=(1332,947,1582,999)
ad-doctor-surname: ΧΑΡΑΜΗΣ xyxy=(311,999,507,1044)
column-divider xyxy=(802,139,803,2234)
paragraph: Κατὰ πληροφορίας ἐκ Σικάγου ἡ ἐξαγωγὴ ἑλληνικῶν ἐμπορευμάτων εἰς τὰς Ἡνωμένας Πολιτείας τῆς Ἀμερικῆς ἀνῆλθε κατὰ τὸ οἰκονομικὸν ἔτος 1904 – 1905 εἰς τὸ ποσὸν 1.270.792 δολλαρίων, ἤτοι Κορινθιακῆς σταφίδος 757,679 δολλάρια σῦκα καὶ καρποὺς 228.441, τυρὸς 77,383 καὶ διάφορα ἄλλα ἐμπορεύματα 206,555 δολλάρια. xyxy=(1332,437,1582,542)
paragraph: οἰκονόμον ἱερέα τῆς Α. Μ. τῆς Βασιλίσσης ἀποβιώσαντα ἐν Κυρίῳ χθὲς καὶ ὥραν 8 π. μ. θὰ κηδεύσωμεν σήμερον ὥραν 3 μ. μ. Ἡ νεκρώσιμος ἀκολουθία ψαλήσεται ἐν τῷ Ναῷ τῆς Μεταμορφώσεως. xyxy=(547,1190,797,1256)
paragraph: Προσέτι δὲ παρετηρήθη ὅτι διὰ τὴν στοιχειώδη εὐκολίαν τῆς ἐμπορικῆς κινήσεως καὶ τῶν δύο πόλεων εἰς τὸ τελωνεῖον Πειραιῶς, παρίσταται ἀπόλυτος ἀνάγκη τῆς αὐξήσεως τῶν τελωνειακῶν ὑπαλλήλων καὶ ἐπιστάτων. xyxy=(1332,182,1582,260)
subheading: ΕΝ ΠΑΤΡΑΙΣ xyxy=(1419,1765,1493,1781)
paragraph: Οἱ Μεγάλοι Πυργάτοροι εἶχον ἐκστρατεύσει εἰς Σμύρνην καὶ κατὰ τὰς ἐβδομάδας τῶν ἐπιχειρήσεων κατέλαβον τὰ παράλια τῆς Μικρᾶς Ἀσίας μετὰ σφοδρῶν μαχῶν. xyxy=(20,1515,270,1568)
paragraph: Κατὰ τὴν «Δέυν» συνεζητήθησαν τὸ μακεδονικὸν ζήτημα, καθὼς καὶ τὰ λιμενικὰ ζητήματα κατὰ τῶν Ἀρμενίων, οἱ ὁποῖοι κατὰ xyxy=(809,688,1059,727)
averof-subheading: ΤΩΝ ΟΣΤΩΝ ΤΟΥ ΑΒΕΡΩΦ xyxy=(843,1440,1025,1456)
headline-last-hour: ΤΕΛΕΥΤΑΙΑ ΩΡΑ xyxy=(881,139,1247,191)
paragraph: Ὁ Πάπας ἀπέστειλε πρὸς τὸν Μοροζίνην καὶ τὸ στράτευμα τὰς εὐλογίας του, καὶ ἡ ἐνετικὴ Δέσποινα ἔπεμψε τὸ Φορτσάρο ἐν Βενετίᾳ. Αἱ ἀγγελίαι διεχέοντο εἰς ὅλην τὴν Εὐρώπην. xyxy=(20,1237,270,1290)
headline-emprós: ΤΟ 'ΕΜΠΡΟΣ' xyxy=(42,184,248,220)
paragraph: Οὔτε χθὲς ἐπῆλθε μεταβολὴ εἰς τὰ τοῦ συνδυασμοῦ τῆς Ἀττικῆς. xyxy=(1074,1521,1322,1547)
paragraph: Ἐπωφεληθῆτε τῆς εὐκαιρίας xyxy=(583,1845,761,1858)
paragraph: Τρισχίλιοι Πελοποννήσιοι, ἄνδρες καὶ γυναῖκες καὶ παιδία καὶ κοράσια, ὑπὸ τὴν φρικτοτάτην καταπίεσιν ἐπιβάλλοντο τὰ ἔργα τῆς δουλείας τῶν. xyxy=(284,499,534,551)
council-subheading: ΥΠΟΥΡΓΙΚΟΝ ΣΥΜΒΟΥΛΙΟΝ xyxy=(842,1223,1026,1238)
paragraph: Ἡ ὑπηρεσία αὐτὴ ἄρχεται ἀπὸ τῆς Κυριακῆς 12 Φεβρουαρίου 1906. xyxy=(284,1538,534,1565)
divider xyxy=(1332,691,1582,694)
divider xyxy=(809,304,1319,305)
page-number: 3 xyxy=(1541,82,1556,115)
divider xyxy=(547,1434,797,1437)
thessaly-heading: ΘΕΣΣΑΛΙΚΑ xyxy=(1399,557,1515,580)
paragraph: 1) Νὰ ἀπονείμῃ διὰ ἰραδὲ εἰς τοὺς Βουλγάρους τέσσαρας νέας μητροπόλεις : τῆς Δεβρέτης, Καστορίας, Βοδενῶν καὶ Σερρῶν. xyxy=(1069,462,1319,502)
society-heading: ΚΟΙΝΩΝΙΚΑ xyxy=(614,882,729,905)
political-headline: Η ΠΟΛΙΤΙΚΗ ΚΑΤΑΣΤΑΣΙΣ xyxy=(1148,1385,1508,1418)
currant-heading: Η ΕΛΛΗΝΙΚΗ ΣΤΑΦΙΣ xyxy=(1387,397,1527,414)
paragraph: Οἱ ἔγγονοι xyxy=(643,1324,701,1337)
paragraph: Ἀθῆναι τῇ 11 Φεβρουαρίου 1906. xyxy=(583,1260,761,1273)
paragraph: Ἀθρόοι συνήγοντο ὅλοι ἀγελαῖοι κτηνῶν πανταχόθεν οἱ δυστυχεῖς ραγιάδες τῆς Πελοποννήσου, καὶ ὑπὸ τὴν μάστιγα τοῦ ἀρχιεπιστάτου ἐξ εἶτον τὰ προχώματα καὶ τὰ φρούρια ὅπως ἐνισχύσωσι καὶ ἀνεγείρωσι τὰς ἀνάκτορα. xyxy=(284,373,534,452)
paragraph: 1ον) Ὑποβολὴ πρὸς ἔγκρισιν τοῦ Ἰσολογισμοῦ 1905. xyxy=(547,305,797,331)
company-heading: ΕΛΛΗΝΙΚΗ ΗΛΕΚΤΡΙΚΗ ΕΤΑΙΡΙΑ xyxy=(572,139,772,154)
paragraph: Τὸ ἄκουσμα τῆς ζωῆς καὶ τοῦ θανάτου ἐπὶ τῶν δυστυχῶν ραγιάδων ἐδίδετο εἰς τοὺς ἀγᾶς καὶ τοὺς φοβεροὺς Τούρκους. xyxy=(284,456,534,495)
ad-eye-diseases: ΟΦΘΑΛΜΙΚΩΝ xyxy=(338,1123,480,1146)
signature: Κ. Α. Νικολαΐδης xyxy=(624,851,720,867)
paragraph: Αἰκατερίνη Ζ. Ζαφειροπούλου, Κυριακοῦλα Μαργέλλη, Σαρροῦλα Ζαφειροπούλου. xyxy=(547,1294,797,1320)
paragraph: Ἡ ἐπιτροπὴ τῆς Κυβερνήσεως κατόπιν συνεννοήσεως μετὰ τῶν συγγενῶν τοῦ μεταστάντος, ὥρισε ὅπως αἱ τελεταὶ τῆς μετακομιδῆς γίνωσιν ἐντὸς τοῦ προσεχοῦς μηνὸς Μαρτίου. xyxy=(809,1583,1059,1649)
discovery-heading: ΑΝΑΚΑΛΥΨΙΣ xyxy=(1398,700,1516,720)
